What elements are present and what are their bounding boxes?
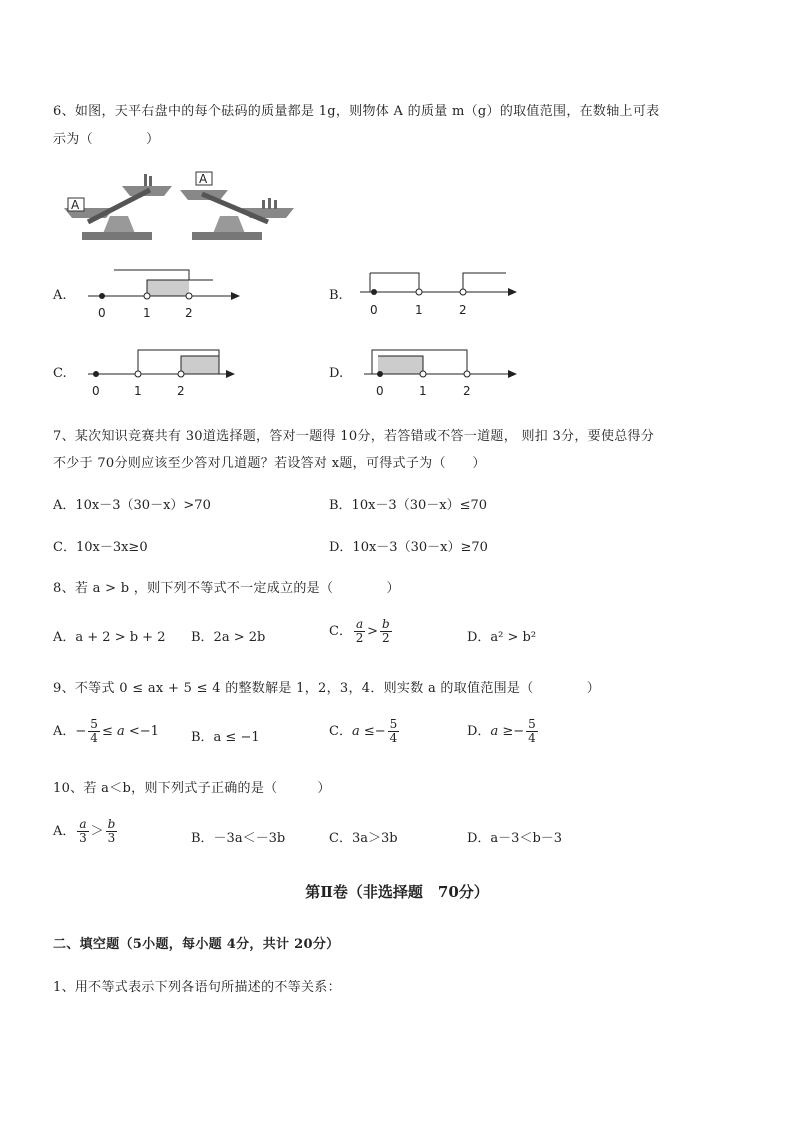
q7-option-a: A．10x－3（30－x）>70: [53, 498, 211, 513]
tick-0: 0: [92, 384, 100, 398]
q6-option-b-label: B.: [329, 288, 343, 303]
tick-0: 0: [376, 384, 384, 398]
q6-option-a-numberline: [80, 262, 250, 322]
section-title: 第Ⅱ卷（非选择题 70分）: [305, 883, 489, 901]
tick-2: 2: [185, 306, 193, 320]
q7-option-d: D．10x－3（30－x）≥70: [329, 540, 488, 555]
q6-option-d-numberline: [356, 342, 526, 402]
q7-option-c: C．10x－3x≥0: [53, 540, 148, 555]
tick-1: 1: [134, 384, 142, 398]
q9-option-a: A．− $\frac{5}{4}$ ≤ a <−1: [53, 717, 159, 745]
balance-right: [180, 172, 294, 240]
q6-stem-line1: 6、如图，天平右盘中的每个砝码的质量都是 1g，则物体 A 的质量 m（g）的取值范围，在数轴上可表: [53, 104, 660, 119]
tick-1: 1: [415, 303, 423, 317]
q6-option-c-label: C.: [53, 366, 67, 381]
q6-option-b-numberline: [356, 262, 526, 322]
q8-stem: 8、若 a > b ，则下列不等式不一定成立的是（ ）: [53, 581, 400, 596]
balance-figure: [52, 168, 302, 246]
q8-option-d: D．a² > b²: [467, 630, 537, 645]
tick-1: 1: [419, 384, 427, 398]
tick-1: 1: [143, 306, 151, 320]
q6-stem-line2: 示为（ ）: [53, 132, 160, 147]
q10-option-c: C．3a＞3b: [329, 831, 398, 846]
q7-stem-line2: 不少于 70分则应该至少答对几道题？若设答对 x题，可得式子为（ ）: [53, 456, 486, 471]
weight-label-right: A: [199, 172, 208, 186]
q10-stem: 10、若 a＜b，则下列式子正确的是（ ）: [53, 781, 331, 796]
q10-option-d: D．a－3＜b－3: [467, 831, 563, 846]
q7-option-b: B．10x－3（30－x）≤70: [329, 498, 488, 513]
fill-q1-stem: 1、用不等式表示下列各语句所描述的不等关系：: [53, 980, 341, 995]
balance-left: [64, 174, 172, 240]
q9-option-c: C．a ≤− $\frac{5}{4}$: [329, 717, 398, 745]
q8-option-c-key: C．: [329, 624, 352, 639]
q8-option-a: A．a + 2 > b + 2: [53, 630, 166, 645]
q6-option-c-numberline: [80, 342, 250, 402]
q8-option-c: C． $\frac{a}{2}$ > $\frac{b}{2}$: [329, 617, 390, 645]
part-heading: 二、填空题（5小题，每小题 4分，共计 20分）: [53, 937, 340, 952]
q9-option-d: D．a ≥− $\frac{5}{4}$: [467, 717, 536, 745]
tick-2: 2: [463, 384, 471, 398]
tick-0: 0: [98, 306, 106, 320]
tick-0: 0: [370, 303, 378, 317]
q10-option-a: A． $\frac{a}{3}$ ＞ $\frac{b}{3}$: [53, 817, 116, 845]
q9-stem: 9、不等式 0 ≤ ax + 5 ≤ 4 的整数解是 1，2，3，4．则实数 a 的取值范围是（ ）: [53, 681, 601, 696]
q6-option-d-label: D.: [329, 366, 344, 381]
q9-option-b: B．a ≤ −1: [191, 730, 260, 745]
q10-option-b: B．－3a＜－3b: [191, 831, 286, 846]
q10-option-a-key: A．: [53, 824, 76, 839]
q6-option-a-label: A.: [53, 288, 67, 303]
weight-label-left: A: [71, 198, 80, 212]
q8-option-b: B．2a > 2b: [191, 630, 266, 645]
q9-option-d-key: D．: [467, 724, 491, 739]
q7-stem-line1: 7、某次知识竞赛共有 30道选择题，答对一题得 10分，若答错或不答一道题， 则扣 3分，要使总得分: [53, 429, 655, 444]
q9-option-c-key: C．: [329, 724, 352, 739]
tick-2: 2: [177, 384, 185, 398]
q9-option-a-key: A．: [53, 724, 76, 739]
tick-2: 2: [459, 303, 467, 317]
